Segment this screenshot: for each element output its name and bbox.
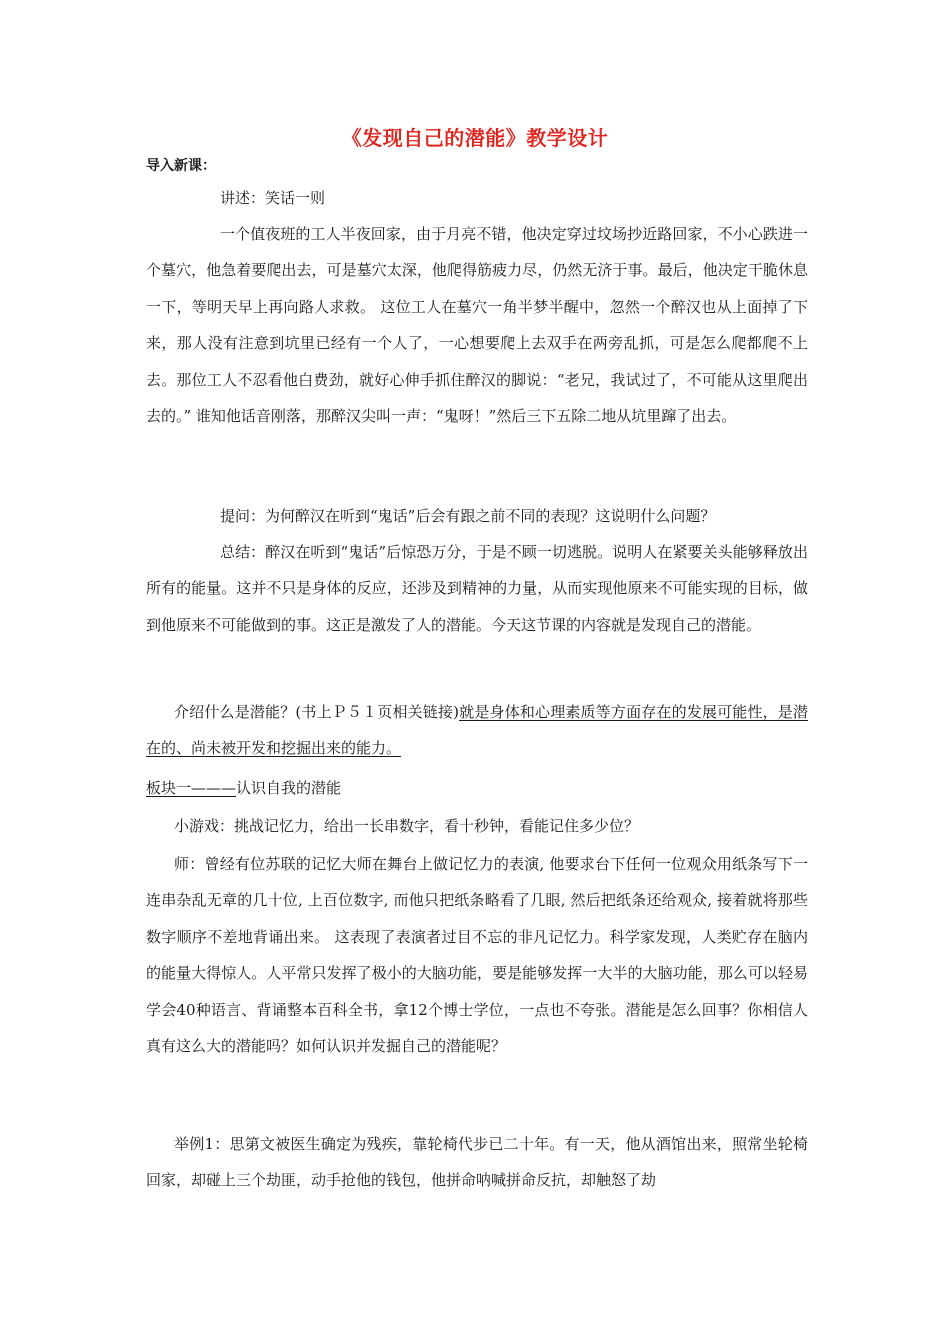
definition-underlined: 就是身体和心理素质等方面存在的发展可能性，是潜在的、尚未被开发和挖掘出来的能力。 bbox=[146, 703, 808, 758]
intro-heading: 导入新课： bbox=[146, 158, 216, 174]
section-heading bbox=[146, 770, 808, 806]
definition-paragraph bbox=[146, 694, 808, 767]
section-label: 板块一——— bbox=[146, 779, 237, 797]
definition-lead: 介绍什么是潜能？(书上Ｐ５１页相关链接) bbox=[174, 703, 459, 721]
document-title: 《发现自己的潜能》教学设计 bbox=[341, 126, 609, 150]
example-paragraph: 举例1：思第文被医生确定为残疾，靠轮椅代步已二十年。有一天，他从酒馆出来，照常坐轮椅回家，却碰上三个劫匪，动手抢他的钱包，他拼命呐喊拼命反抗，却触怒了劫 bbox=[146, 1135, 808, 1190]
story-label: 讲述：笑话一则 bbox=[220, 189, 326, 207]
summary-paragraph: 总结：醉汉在听到“鬼话”后惊恐万分，于是不顾一切逃脱。说明人在紧要关头能够释放出所有的能量。这并不只是身体的反应，还涉及到精神的力量，从而实现他原来不可能实现的目标，做到他原来不可能做到的事。这正是激发了人的潜能。今天这节课的内容就是发现自己的潜能。 bbox=[146, 543, 808, 634]
story-paragraph: 一个值夜班的工人半夜回家，由于月亮不错，他决定穿过坟场抄近路回家，不小心跌进一个墓穴，他急着要爬出去，可是墓穴太深，他爬得筋疲力尽，仍然无济于事。最后，他决定干脆休息一下，等明天早上再向路人求救。 这位工人在墓穴一角半梦半醒中，忽然一个醉汉也从上面掉了下来，那人没有注意到坑里已经有一个人了，一心想要爬上去双手在两旁乱抓，可是怎么爬都爬不上去。那位工人不忍看他白费劲，就好心伸手抓住醉汉的脚说：“老兄，我试过了，不可能从这里爬出去的。” 谁知他话音刚落，那醉汉尖叫一声：“鬼呀！”然后三下五除二地从坑里蹿了出去。 bbox=[146, 225, 808, 426]
section-title: 认识自我的潜能 bbox=[236, 779, 342, 797]
question-paragraph: 提问：为何醉汉在听到“鬼话”后会有跟之前不同的表现？这说明什么问题？ bbox=[220, 507, 716, 525]
teacher-paragraph: 师：曾经有位苏联的记忆大师在舞台上做记忆力的表演, 他要求台下任何一位观众用纸条写下一连串杂乱无章的几十位, 上百位数字, 而他只把纸条略看了几眼, 然后把纸条还给观众, 接着就将那些数字顺序不差地背诵出来。 这表现了表演者过目不忘的非凡记忆力。科学家发现，人类贮存在脑内的能量大得惊人。人平常只发挥了极小的大脑功能，要是能够发挥一大半的大脑功能，那么可以轻易学会40种语言、背诵整本百科全书，拿12个博士学位，一点也不夸张。潜能是怎么回事？你相信人真有这么大的潜能吗？如何认识并发掘自己的潜能呢？ bbox=[146, 855, 808, 1056]
game-paragraph: 小游戏：挑战记忆力，给出一长串数字，看十秒钟，看能记住多少位？ bbox=[174, 817, 640, 835]
